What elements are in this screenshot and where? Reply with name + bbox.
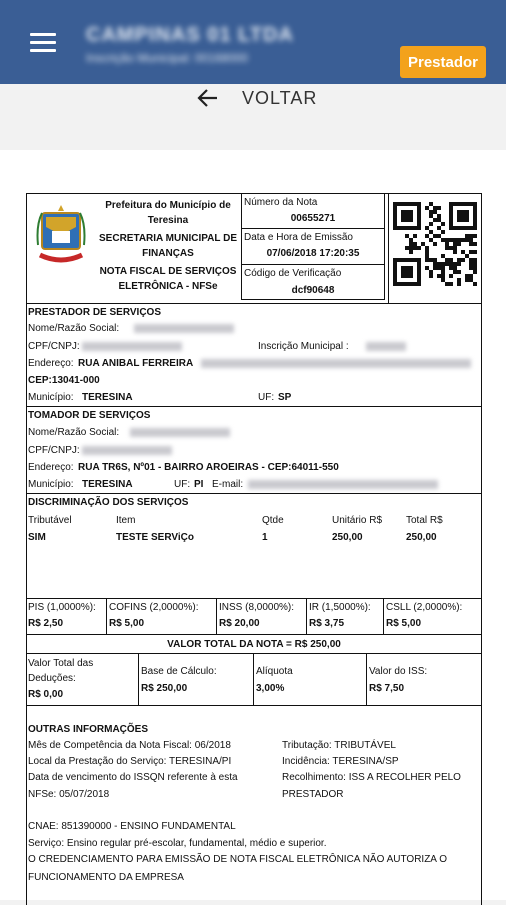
redacted-field bbox=[201, 359, 471, 368]
redacted-field bbox=[82, 446, 172, 455]
row-tributavel: SIM bbox=[28, 532, 46, 543]
csll-value: R$ 5,00 bbox=[386, 618, 422, 629]
company-name: CAMPINAS 01 LTDA bbox=[86, 24, 294, 46]
ir-label: IR (1,5000%): bbox=[309, 602, 371, 613]
deducoes-label-2: Deduções: bbox=[28, 673, 76, 684]
col-tributavel: Tributável bbox=[28, 515, 72, 526]
incidencia: Incidência: TERESINA/SP bbox=[282, 756, 399, 767]
row-unitario: 250,00 bbox=[332, 532, 363, 543]
tomador-municipio-label: Município: bbox=[28, 479, 74, 490]
deducoes-label: Valor Total das bbox=[28, 658, 94, 669]
col-item: Item bbox=[116, 515, 136, 526]
aliquota-label: Alíquota bbox=[256, 666, 293, 677]
row-total: 250,00 bbox=[406, 532, 437, 543]
col-qtde: Qtde bbox=[262, 515, 284, 526]
org-line-1: Prefeitura do Município de bbox=[105, 200, 231, 211]
iss-value: R$ 7,50 bbox=[369, 683, 405, 694]
qr-code bbox=[393, 202, 477, 286]
tomador-title: TOMADOR DE SERVIÇOS bbox=[28, 410, 151, 421]
aliquota-value: 3,00% bbox=[256, 683, 285, 694]
inss-value: R$ 20,00 bbox=[219, 618, 260, 629]
data-value: 07/06/2018 17:20:35 bbox=[266, 248, 360, 259]
coat-of-arms-logo bbox=[36, 205, 86, 273]
data-label: Data e Hora de Emissão bbox=[244, 232, 353, 243]
base-label: Base de Cálculo: bbox=[141, 666, 217, 677]
competencia: Mês de Competência da Nota Fiscal: 06/2018 bbox=[28, 740, 231, 751]
prestador-cpf-label: CPF/CNPJ: bbox=[28, 341, 80, 352]
tomador-uf: PI bbox=[194, 479, 204, 490]
servico-descricao: Serviço: Ensino regular pré-escolar, fundamental, médio e superior. bbox=[28, 838, 327, 849]
company-info bbox=[86, 24, 294, 65]
recolhimento-line-2: PRESTADOR bbox=[282, 789, 344, 800]
tributacao: Tributação: TRIBUTÁVEL bbox=[282, 740, 396, 751]
base-value: R$ 250,00 bbox=[141, 683, 188, 694]
prestador-uf-label: UF: bbox=[258, 392, 275, 403]
aviso-line-1: O CREDENCIAMENTO PARA EMISSÃO DE NOTA FISCAL ELETRÔNICA NÃO AUTORIZA O bbox=[28, 854, 447, 865]
redacted-field bbox=[82, 342, 182, 351]
tomador-cpf-label: CPF/CNPJ: bbox=[28, 445, 80, 456]
codigo-label: Código de Verificação bbox=[244, 268, 342, 279]
redacted-field bbox=[248, 480, 438, 489]
col-total: Total R$ bbox=[406, 515, 443, 526]
tomador-endereco-label: Endereço: bbox=[28, 462, 74, 473]
pis-value: R$ 2,50 bbox=[28, 618, 64, 629]
codigo-value: dcf90648 bbox=[291, 285, 335, 296]
company-registration: Inscrição Municipal: 00168000 bbox=[86, 51, 249, 65]
redacted-field bbox=[366, 342, 406, 351]
org-line-2: Teresina bbox=[147, 215, 189, 226]
tomador-uf-label: UF: bbox=[174, 479, 191, 490]
redacted-field bbox=[134, 324, 234, 333]
org-line-3: SECRETARIA MUNICIPAL DE bbox=[99, 233, 237, 244]
app-bar bbox=[0, 0, 506, 84]
pis-label: PIS (1,0000%): bbox=[28, 602, 96, 613]
ir-value: R$ 3,75 bbox=[309, 618, 345, 629]
servicos-title: DISCRIMINAÇÃO DOS SERVIÇOS bbox=[28, 497, 189, 508]
prestador-municipio: TERESINA bbox=[82, 392, 133, 403]
valor-total: VALOR TOTAL DA NOTA = R$ 250,00 bbox=[167, 639, 341, 650]
org-line-5: NOTA FISCAL DE SERVIÇOS bbox=[99, 266, 237, 277]
inss-label: INSS (8,0000%): bbox=[219, 602, 295, 613]
prestador-uf: SP bbox=[278, 392, 292, 403]
prestador-endereco-label: Endereço: bbox=[28, 358, 74, 369]
row-item: TESTE SERViÇo bbox=[116, 532, 194, 543]
bases-box bbox=[26, 653, 482, 706]
recolhimento-line-1: Recolhimento: ISS A RECOLHER PELO bbox=[282, 772, 461, 783]
row-qtde: 1 bbox=[262, 532, 268, 543]
org-line-4: FINANÇAS bbox=[142, 248, 194, 259]
tomador-email-label: E-mail: bbox=[212, 479, 244, 490]
deducoes-value: R$ 0,00 bbox=[28, 689, 64, 700]
tomador-municipio: TERESINA bbox=[82, 479, 133, 490]
cofins-value: R$ 5,00 bbox=[109, 618, 145, 629]
prestador-endereco: RUA ANIBAL FERREIRA bbox=[78, 358, 194, 369]
vencimento-line-1: Data de vencimento do ISSQN referente à esta bbox=[28, 772, 238, 783]
tomador-nome-label: Nome/Razão Social: bbox=[28, 427, 120, 438]
redacted-field bbox=[130, 428, 230, 437]
numero-label: Número da Nota bbox=[244, 197, 318, 208]
prestador-inscricao-label: Inscrição Municipal : bbox=[258, 341, 349, 352]
numero-value: 00655271 bbox=[290, 213, 336, 224]
prestador-button[interactable]: Prestador bbox=[400, 46, 486, 78]
local-prestacao: Local da Prestação do Serviço: TERESINA/PI bbox=[28, 756, 232, 767]
cnae: CNAE: 851390000 - ENSINO FUNDAMENTAL bbox=[28, 821, 236, 832]
iss-label: Valor do ISS: bbox=[369, 666, 428, 677]
aviso-line-2: FUNCIONAMENTO DA EMPRESA bbox=[28, 872, 184, 883]
prestador-nome-label: Nome/Razão Social: bbox=[28, 323, 120, 334]
back-arrow-icon[interactable] bbox=[197, 88, 219, 108]
menu-icon[interactable] bbox=[30, 33, 56, 53]
outras-title: OUTRAS INFORMAÇÕES bbox=[28, 724, 148, 735]
vencimento-line-2: NFSe: 05/07/2018 bbox=[28, 789, 110, 800]
tomador-endereco: RUA TR6S, Nº01 - BAIRRO AROEIRAS - CEP:64011-550 bbox=[78, 462, 339, 473]
prestador-cep: CEP:13041-000 bbox=[28, 375, 100, 386]
csll-label: CSLL (2,0000%): bbox=[386, 602, 463, 613]
cofins-label: COFINS (2,0000%): bbox=[109, 602, 199, 613]
prestador-municipio-label: Município: bbox=[28, 392, 74, 403]
prestador-title: PRESTADOR DE SERVIÇOS bbox=[28, 307, 161, 318]
col-unitario: Unitário R$ bbox=[332, 515, 383, 526]
back-button[interactable]: VOLTAR bbox=[242, 88, 318, 108]
org-line-6: ELETRÔNICA - NFSe bbox=[118, 281, 218, 292]
